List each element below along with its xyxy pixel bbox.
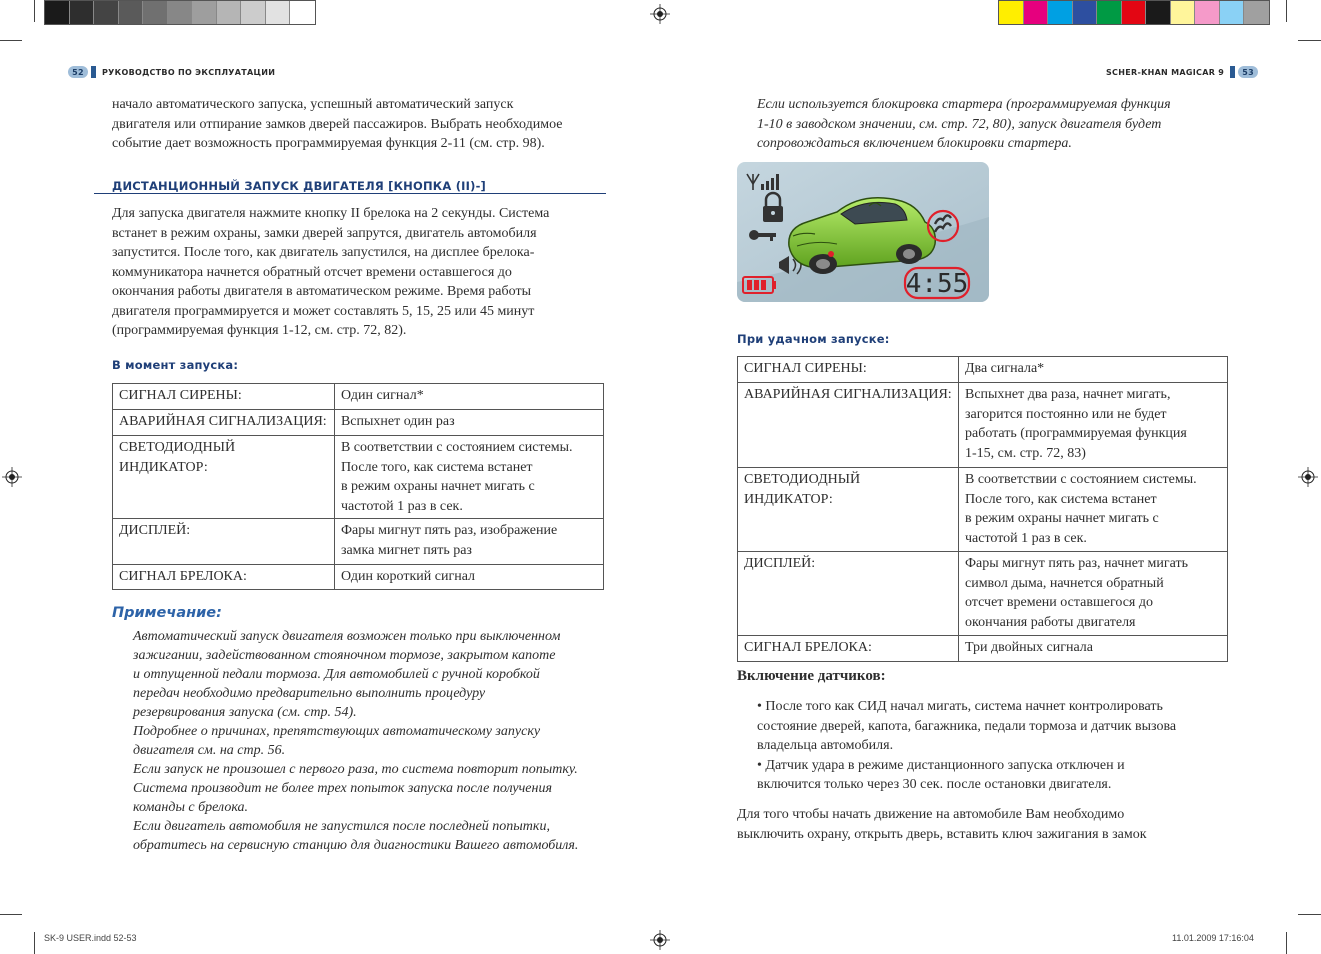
registration-mark-icon [2,467,22,487]
left-intro-paragraph [112,95,563,154]
starter-lock-note [757,95,1171,154]
color-swatch [1024,1,1049,24]
text-line: двигателя или отпирание замков дверей пассажиров. Выбрать необходимое [112,116,563,132]
row-label: СИГНАЛ СИРЕНЫ: [113,384,335,410]
remote-display-illustration [737,162,989,302]
text-line: Для того чтобы начать движение на автомобиле Вам необходимо [737,807,1125,822]
row-label: СИГНАЛ БРЕЛОКА: [738,636,959,662]
color-swatch [1048,1,1073,24]
row-value: Три двойных сигнала [958,636,1227,662]
row-value: Вспыхнет два раза, начнет мигать, загорится постоянно или не будет работать (программируемая функция 1-15, см. стр. 72, 83) [958,383,1227,468]
color-swatch [999,1,1024,24]
text-line: Если запуск не произошел с первого раза, то система повторит попытку. [133,762,578,777]
table-row [113,384,604,410]
table-row [113,410,604,436]
text-line: Если двигатель автомобиля не запустился после последней попытки, [133,819,550,834]
color-swatch [192,1,217,24]
sensors-heading: Включение датчиков: [737,668,886,684]
header-accent-bar [1230,66,1235,78]
color-swatch [119,1,144,24]
text-line: включится только через 30 сек. после остановки двигателя. [757,777,1112,792]
text-line: резервирования запуска (см. стр. 54). [133,705,357,720]
start-moment-table [112,383,604,590]
process-color-bar [998,0,1270,25]
row-value: В соответствии с состоянием системы. После того, как система встанет в режим охраны начнет мигать с частотой 1 раз в сек. [958,468,1227,552]
table-row [738,357,1228,383]
text-line: окончания работы двигателя в автоматическом режиме. Время работы [112,284,531,299]
color-swatch [1195,1,1220,24]
header-accent-bar [91,66,96,78]
table-row [113,436,604,519]
text-line: Автоматический запуск двигателя возможен только при выключенном [133,629,561,644]
right-header-title: SCHER-KHAN MAGICAR 9 [1106,67,1225,77]
text-line: команды с брелока. [133,800,249,815]
text-line: (программируемая функция 1-12, см. стр. 72, 82). [112,323,407,338]
lcd-display [737,162,989,302]
table-row [738,468,1228,552]
registration-mark-icon [650,930,670,950]
color-swatch [1220,1,1245,24]
text-line: состояние дверей, капота, багажника, педали тормоза и датчик вызова [757,718,1177,734]
text-line: Подробнее о причинах, препятствующих автоматическому запуску [133,724,541,739]
row-label: ДИСПЛЕЙ: [113,519,335,565]
row-label: СВЕТОДИОДНЫЙ ИНДИКАТОР: [113,436,335,519]
text-line: запустится. После того, как двигатель запустился, на дисплее брелока- [112,245,535,260]
color-swatch [217,1,242,24]
row-label: СИГНАЛ БРЕЛОКА: [113,565,335,590]
successful-start-table [737,356,1228,662]
row-value: Два сигнала* [958,357,1227,383]
list-item: • После того как СИД начал мигать, система начнет контролировать [757,699,1163,714]
color-swatch [1097,1,1122,24]
section-heading-remote-start: ДИСТАНЦИОННЫЙ ЗАПУСК ДВИГАТЕЛЯ [КНОПКА (II)-] [112,179,486,193]
text-line: владельца автомобиля. [757,738,894,753]
registration-mark-icon [1298,467,1318,487]
row-value: В соответствии с состоянием системы. После того, как система встанет в режим охраны начнет мигать с частотой 1 раз в сек. [334,436,603,519]
text-line: Если используется блокировка стартера (программируемая функция [757,97,1171,112]
text-line: сопровождаться включением блокировки стартера. [757,136,1072,151]
file-slug: SK-9 USER.indd 52-53 [44,933,137,943]
text-line: двигателя программируется и может составлять 5, 15, 25 или 45 минут [112,303,535,319]
note-paragraph [133,627,578,855]
color-swatch [266,1,291,24]
print-timestamp: 11.01.2009 17:16:04 [1172,933,1254,943]
row-value: Фары мигнут пять раз, изображение замка мигнет пять раз [334,519,603,565]
row-value: Один сигнал* [334,384,603,410]
text-line: 1-10 в заводском значении, см. стр. 72, 80), запуск двигателя будет [757,116,1162,132]
table-row [738,636,1228,662]
text-line: начало автоматического запуска, успешный автоматический запуск [112,97,514,112]
row-label: АВАРИЙНАЯ СИГНАЛИЗАЦИЯ: [738,383,959,468]
color-swatch [1171,1,1196,24]
text-line: двигателя см. на стр. 56. [133,743,286,758]
table-heading-at-start: В момент запуска: [112,358,239,372]
remote-start-paragraph [112,204,549,341]
row-label: СВЕТОДИОДНЫЙ ИНДИКАТОР: [738,468,959,552]
registration-mark-icon [650,4,670,24]
table-row [738,552,1228,636]
color-swatch [1073,1,1098,24]
left-running-header [68,66,275,78]
sensors-list [757,697,1176,795]
text-line: передач необходимо предварительно выполнить процедуру [133,686,486,701]
note-heading: Примечание: [112,605,222,621]
color-swatch [168,1,193,24]
color-swatch [45,1,70,24]
color-swatch [143,1,168,24]
row-value: Фары мигнут пять раз, начнет мигать символ дыма, начнется обратный отсчет времени оставшегося до окончания работы двигателя [958,552,1227,636]
color-swatch [290,1,315,24]
right-running-header [1106,66,1258,78]
grayscale-color-bar [44,0,316,25]
section-heading-rule [94,193,606,194]
driving-paragraph [737,805,1147,844]
text-line: и отпущенной педали тормоза. Для автомобилей с ручной коробкой [133,667,540,682]
table-heading-successful-start: При удачном запуске: [737,332,890,346]
color-swatch [70,1,95,24]
list-item: • Датчик удара в режиме дистанционного запуска отключен и [757,757,1125,773]
row-label: СИГНАЛ СИРЕНЫ: [738,357,959,383]
right-page-number: 53 [1238,66,1258,78]
text-line: событие дает возможность программируемая функция 2-11 (см. стр. 98). [112,136,545,151]
countdown-timer: 4:55 [905,269,969,299]
color-swatch [1146,1,1171,24]
text-line: коммуникатора начнется обратный отсчет времени оставшегося до [112,264,512,280]
color-swatch [94,1,119,24]
color-swatch [241,1,266,24]
row-value: Вспыхнет один раз [334,410,603,436]
text-line: встанет в режим охраны, замки дверей запрутся, двигатель автомобиля [112,225,537,241]
text-line: обратитесь на сервисную станцию для диагностики Вашего автомобиля. [133,838,579,853]
text-line: Для запуска двигателя нажмите кнопку II брелока на 2 секунды. Система [112,206,550,221]
color-swatch [1244,1,1269,24]
text-line: Система производит не более трех попыток запуска после получения [133,781,552,796]
row-label: ДИСПЛЕЙ: [738,552,959,636]
left-header-title: РУКОВОДСТВО ПО ЭКСПЛУАТАЦИИ [102,67,276,77]
table-row [113,565,604,590]
table-row [113,519,604,565]
text-line: зажигании, задействованном стояночном тормозе, закрытом капоте [133,648,556,663]
table-row [738,383,1228,468]
color-swatch [1122,1,1147,24]
text-line: выключить охрану, открыть дверь, вставить ключ зажигания в замок [737,826,1147,842]
row-value: Один короткий сигнал [334,565,603,590]
left-page-number: 52 [68,66,88,78]
row-label: АВАРИЙНАЯ СИГНАЛИЗАЦИЯ: [113,410,335,436]
